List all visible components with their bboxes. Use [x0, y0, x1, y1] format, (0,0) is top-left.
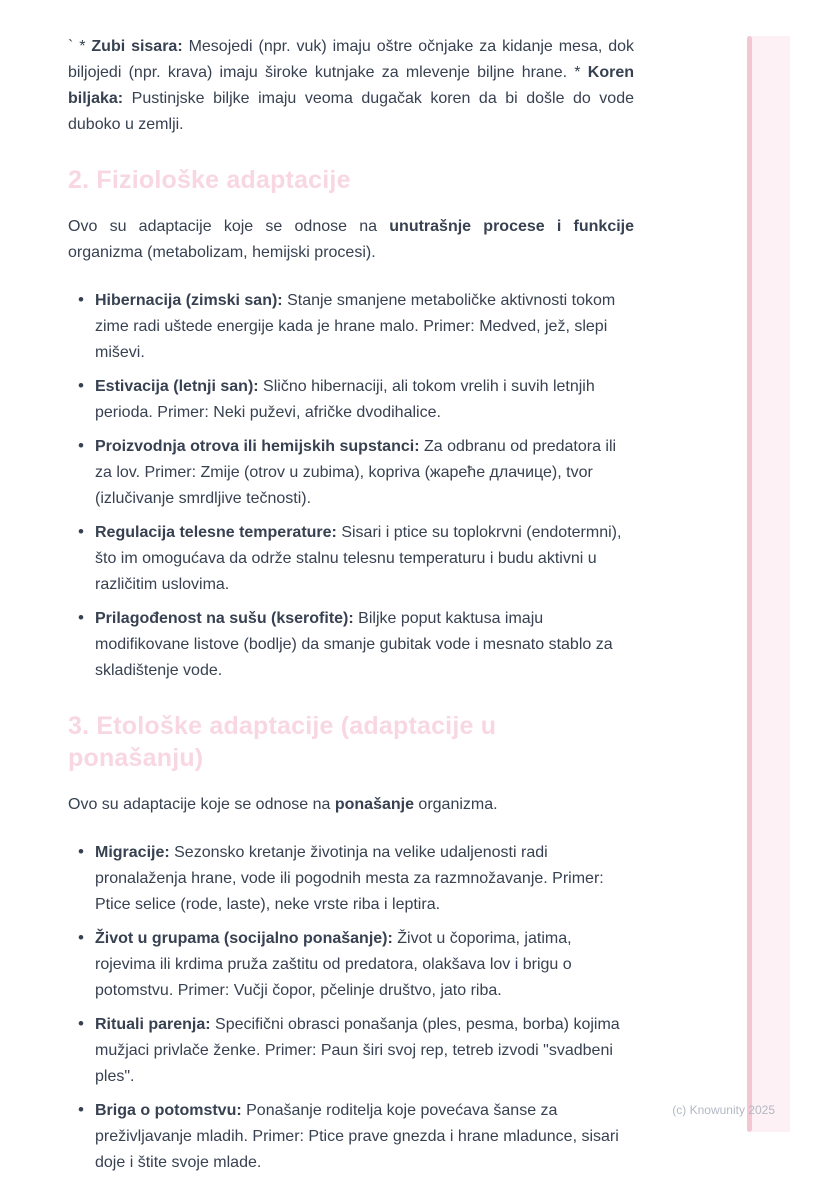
text-run: Sezonsko kretanje životinja na velike udaljenosti radi pronalaženja hrane, vode ili pogodnih mesta za razmnožavanje. Primer: Ptice selice (rode, laste), neke vrste riba i leptira. [95, 844, 604, 913]
footer-copyright: (c) Knowunity 2025 [672, 1103, 775, 1117]
bold-text-run: Život u grupama (socijalno ponašanje): [95, 930, 393, 947]
content-column [68, 34, 634, 1184]
text-run: organizma. [413, 796, 498, 813]
list-item [68, 1098, 634, 1176]
section-intro-paragraph [68, 214, 634, 266]
list-item [68, 606, 634, 684]
text-run: Slično hibernaciji, ali tokom vrelih i suvih letnjih perioda. Primer: Neki puževi, afričke dvodihalice. [95, 378, 595, 421]
text-run: Ponašanje roditelja koje povećava šanse za preživljavanje mladih. Primer: Ptice prave gnezda i hrane mladunce, sisari doje i štite svoje mlade. [95, 1102, 619, 1171]
intro-paragraph [68, 34, 634, 138]
text-run: Život u čoporima, jatima, rojevima ili krdima pruža zaštitu od predatora, olakšava lov i brigu o potomstvu. Primer: Vučji čopor, pčelinje društvo, jato riba. [95, 930, 572, 999]
bold-text-run: Hibernacija (zimski san): [95, 292, 283, 309]
list-item [68, 1012, 634, 1090]
bullet-list [68, 288, 634, 684]
bold-text-run: Proizvodnja otrova ili hemijskih supstanci: [95, 438, 420, 455]
bold-text-run: Koren biljaka: [68, 64, 634, 107]
side-accent-panel [752, 36, 790, 1132]
section-heading-3: 3. Etološke adaptacije (adaptacije u ponašanju) [68, 712, 497, 772]
text-run: ` * [68, 38, 92, 55]
list-item [68, 374, 634, 426]
text-run: Stanje smanjene metaboličke aktivnosti tokom zime radi uštede energije kada je hrane malo. Primer: Medved, jež, slepi miševi. [95, 292, 616, 361]
bold-text-run: unutrašnje procese i funkcije [389, 218, 635, 235]
bold-text-run: Estivacija (letnji san): [95, 378, 259, 395]
section-heading-2: 2. Fiziološke adaptacije [68, 166, 351, 194]
bold-text-run: Regulacija telesne temperature: [95, 524, 337, 541]
bold-text-run: ponašanje [334, 796, 414, 813]
bullet-list [68, 840, 634, 1176]
bold-text-run: Migracije: [95, 844, 170, 861]
text-run: Ovo su adaptacije koje se odnose na [68, 218, 390, 235]
list-item [68, 520, 634, 598]
list-item [68, 288, 634, 366]
list-item [68, 840, 634, 918]
text-run: Mesojedi (npr. vuk) imaju oštre očnjake za kidanje mesa, dok biljojedi (npr. krava) imaju široke kutnjake za mlevenje biljne hrane. * [68, 38, 634, 81]
bold-text-run: Rituali parenja: [95, 1016, 211, 1033]
list-item [68, 434, 634, 512]
section-intro-paragraph [68, 792, 634, 818]
text-run: Biljke poput kaktusa imaju modifikovane listove (bodlje) da smanje gubitak vode i mesnato stablo za skladištenje vode. [95, 610, 613, 679]
text-run: Ovo su adaptacije koje se odnose na [68, 796, 335, 813]
bold-text-run: Briga o potomstvu: [95, 1102, 242, 1119]
text-run: Sisari i ptice su toplokrvni (endotermni), što im omogućava da održe stalnu telesnu temperaturu i budu aktivni u različitim uslovima. [95, 524, 622, 593]
text-run: Specifični obrasci ponašanja (ples, pesma, borba) kojima mužjaci privlače ženke. Primer: Paun širi svoj rep, tetreb izvodi "svadbeni ples". [95, 1016, 620, 1085]
list-item [68, 926, 634, 1004]
text-run: organizma (metabolizam, hemijski procesi). [68, 244, 376, 261]
bold-text-run: Prilagođenost na sušu (kserofite): [95, 610, 354, 627]
text-run: Za odbranu od predatora ili za lov. Primer: Zmije (otrov u zubima), kopriva (жареће длачице), tvor (izlučivanje smrdljive tečnosti). [95, 438, 617, 507]
bold-text-run: Zubi sisara: [91, 38, 183, 55]
text-run: Pustinjske biljke imaju veoma dugačak koren da bi došle do vode duboko u zemlji. [68, 90, 634, 133]
sections-container [68, 164, 634, 1176]
